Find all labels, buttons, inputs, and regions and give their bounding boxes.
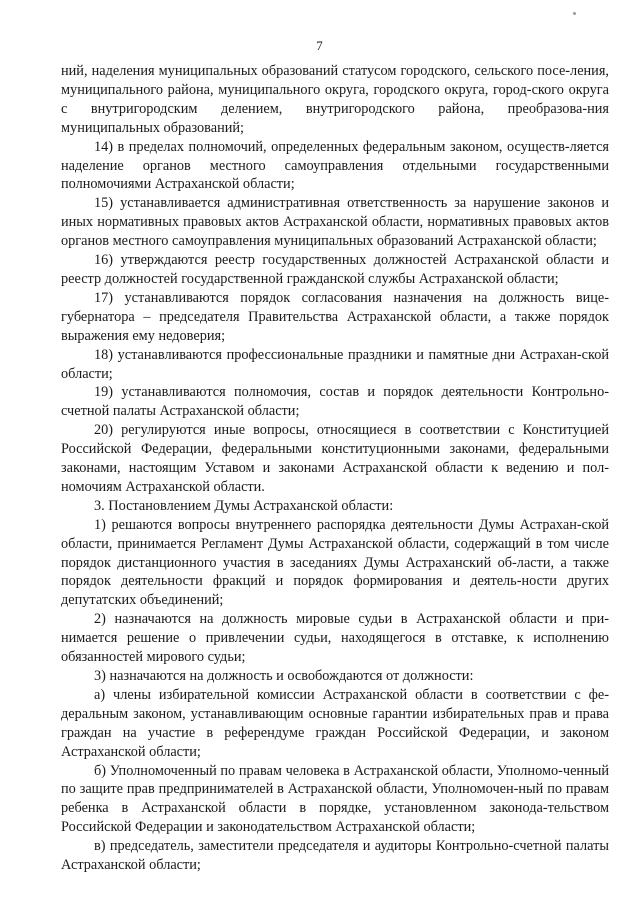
paragraph-continued: ний, наделения муниципальных образований статусом городского, сельского посе-ления, муниципального района, муниципального округа, городского округа, город-ского округа с внутригородским делением, внутригородского района, преобразова-ния муниципальных образований; [61, 63, 609, 136]
paragraph-section3-item-1: 1) решаются вопросы внутреннего распорядка деятельности Думы Астрахан-ской области, принимается Регламент Думы Астраханской области, содержащий в том числе порядок дистанционного участия в заседаниях Думы Астраханский об-ласти, а также порядок деятельности фракций и порядок формирования и деятель-ности других депутатских объединений; [61, 516, 609, 609]
paragraph-item-15: 15) устанавливается административная ответственность за нарушение законов и иных нормативных правовых актов Астраханской области, нормативных правовых актов органов местного самоуправления муниципальных образований Астраханской области; [61, 195, 609, 250]
paragraph-section3-item-3: 3) назначаются на должность и освобождаются от должности: [94, 668, 474, 684]
paragraph-item-18: 18) устанавливаются профессиональные праздники и памятные дни Астрахан-ской области; [61, 346, 609, 382]
document-body [61, 62, 609, 875]
paragraph-item-16: 16) утверждаются реестр государственных должностей Астраханской области и реестр должностей государственной гражданской службы Астраханской области; [61, 252, 609, 287]
page-number: 7 [316, 38, 323, 53]
paragraph-item-20: 20) регулируются иные вопросы, относящиеся в соответствии с Конституцией Российской Федерации, федеральными конституционными законами, федеральными законами, настоящим Уставом и законами Астраханской области к ведению и пол-номочиям Астраханской области. [61, 422, 609, 495]
paragraph-subitem-a: а) члены избирательной комиссии Астраханской области в соответствии с фе-деральным законом, устанавливающим основные гарантии избирательных прав и права граждан на участие в референдуме граждан Российской Федерации, и законом Астраханской области; [61, 686, 609, 760]
paragraph-section3-item-2: 2) назначаются на должность мировые судьи в Астраханской области и при-нимается решение о привлечении судьи, находящегося в отставке, к исполнению обязанностей мирового судьи; [61, 611, 609, 666]
section-3-heading: 3. Постановлением Думы Астраханской области: [94, 497, 394, 514]
paragraph-item-17: 17) устанавливаются порядок согласования назначения на должность вице-губернатора – председателя Правительства Астраханской области, а также порядок выражения ему недоверия; [61, 289, 609, 344]
paragraph-subitem-b: б) Уполномоченный по правам человека в Астраханской области, Уполномо-ченный по защите прав предпринимателей в Астраханской области, Уполномочен-ный по правам ребенка в Астраханской области в порядке, установленном законода-тельством Российской Федерации и законодательством Астраханской области; [61, 762, 609, 836]
paragraph-item-14: 14) в пределах полномочий, определенных федеральным законом, осуществ-ляется наделение органов местного самоуправления отдельными государственными полномочиями Астраханской области; [61, 138, 609, 193]
scan-speck [573, 12, 576, 15]
paragraph-item-19: 19) устанавливаются полномочия, состав и порядок деятельности Контрольно-счетной палаты Астраханской области; [61, 384, 609, 420]
paragraph-subitem-v: в) председатель, заместители председателя и аудиторы Контрольно-счетной палаты Астраханской области; [61, 838, 609, 874]
